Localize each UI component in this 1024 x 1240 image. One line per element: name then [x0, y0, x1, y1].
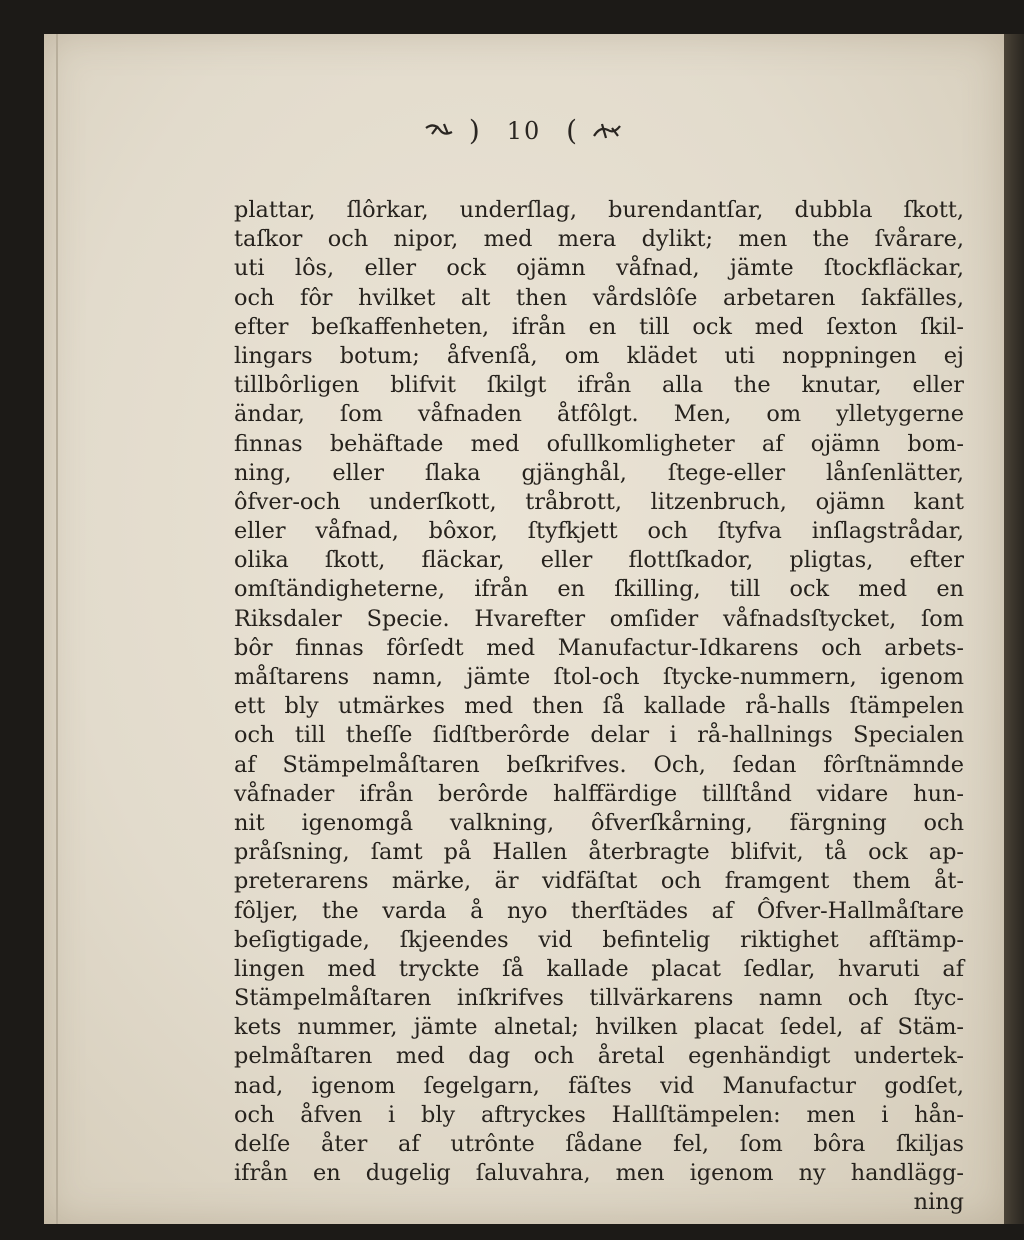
- text-line: eller våfnad, bôxor, ſtyfkjett och ſtyfva inſlagstrådar,: [234, 518, 964, 545]
- right-ornament-icon: [590, 120, 624, 142]
- text-line: pelmåſtaren med dag och åretal egenhändigt undertek-: [234, 1043, 964, 1070]
- text-line: taſkor och nipor, med mera dylikt; men the ſvårare,: [234, 226, 964, 253]
- text-line: olika ſkott, fläckar, eller flottſkador, pligtas, efter: [234, 547, 964, 574]
- text-line: våfnader ifrån berôrde halffärdige tillſtånd vidare hun-: [234, 780, 964, 807]
- text-line: tillbôrligen blifvit ſkilgt ifrån alla the knutar, eller: [234, 372, 964, 399]
- text-line: finnas behäftade med ofullkomligheter af ojämn bom-: [234, 430, 964, 457]
- text-line: och åfven i bly aftryckes Hallſtämpelen: men i hån-: [234, 1101, 964, 1128]
- text-line: ifrån en dugelig ſaluvahra, men igenom ny handlägg-: [234, 1160, 964, 1187]
- text-line: ett bly utmärkes med then ſå kallade rå-halls ſtämpelen: [234, 693, 964, 720]
- text-line: bôr finnas fôrſedt med Manufactur-Idkarens och arbets-: [234, 634, 964, 661]
- text-line: lingars botum; åfvenſå, om klädet uti noppningen ej: [234, 342, 964, 369]
- text-line: ning, eller ſlaka gjänghål, ſtege-eller lånſenlätter,: [234, 459, 964, 486]
- text-line: nit igenomgå valkning, ôfverſkårning, färgning och: [234, 809, 964, 836]
- text-line: ôfver-och underſkott, tråbrott, litzenbruch, ojämn kant: [234, 488, 964, 515]
- text-line: och fôr hvilket alt then vårdslôſe arbetaren ſakfälles,: [234, 284, 964, 311]
- text-line: af Stämpelmåſtaren beſkrifves. Och, ſedan fôrſtnämnde: [234, 751, 964, 778]
- page-gutter-edge: [56, 34, 58, 1224]
- text-line: nad, igenom ſegelgarn, fäſtes vid Manufactur godſet,: [234, 1072, 964, 1099]
- header-left-paren: ): [468, 114, 482, 147]
- text-line: preterarens märke, är vidfäſtat och framgent them åt-: [234, 868, 964, 895]
- text-line: beſigtigade, ſkjeendes vid befintelig riktighet afſtämp-: [234, 926, 964, 953]
- text-line: omſtändigheterne, ifrån en ſkilling, till ock med en: [234, 576, 964, 603]
- adjacent-page-edge: [1004, 34, 1024, 1224]
- text-line: uti lôs, eller ock ojämn våfnad, jämte ſtockfläckar,: [234, 255, 964, 282]
- page-header: [44, 112, 1004, 147]
- left-ornament-icon: [424, 120, 458, 142]
- text-line: kets nummer, jämte alnetal; hvilken placat ſedel, af Stäm-: [234, 1014, 964, 1041]
- text-line: efter beſkaffenheten, ifrån en till ock med ſexton ſkil-: [234, 313, 964, 340]
- text-line: Stämpelmåſtaren inſkrifves tillvärkarens namn och ſtyc-: [234, 985, 964, 1012]
- body-text: [234, 196, 964, 1218]
- text-line: plattar, ſlôrkar, underſlag, burendantſar, dubbla ſkott,: [234, 197, 964, 223]
- text-line: Riksdaler Specie. Hvarefter omſider våfnadsſtycket, ſom: [234, 605, 964, 632]
- text-line: måſtarens namn, jämte ſtol-och ſtycke-nummern, igenom: [234, 664, 964, 690]
- header-right-paren: (: [566, 114, 580, 147]
- book-page: [44, 34, 1004, 1224]
- text-line: delſe åter af utrônte ſådane fel, ſom bôra ſkiljas: [234, 1131, 964, 1157]
- catchword-line: ning: [913, 1189, 964, 1216]
- text-line: ändar, ſom våfnaden åtfôlgt. Men, om ylletygerne: [234, 401, 964, 428]
- text-line: fôljer, the varda å nyo therſtädes af Ôfver-Hallmåſtare: [234, 897, 964, 924]
- text-line: lingen med tryckte ſå kallade placat ſedlar, hvaruti af: [234, 955, 964, 982]
- text-line: pråſsning, ſamt på Hallen återbragte blifvit, tå ock ap-: [234, 839, 964, 866]
- page-number: 10: [506, 116, 542, 145]
- text-line: och till theſſe ſidſtberôrde delar i rå-hallnings Specialen: [234, 722, 964, 749]
